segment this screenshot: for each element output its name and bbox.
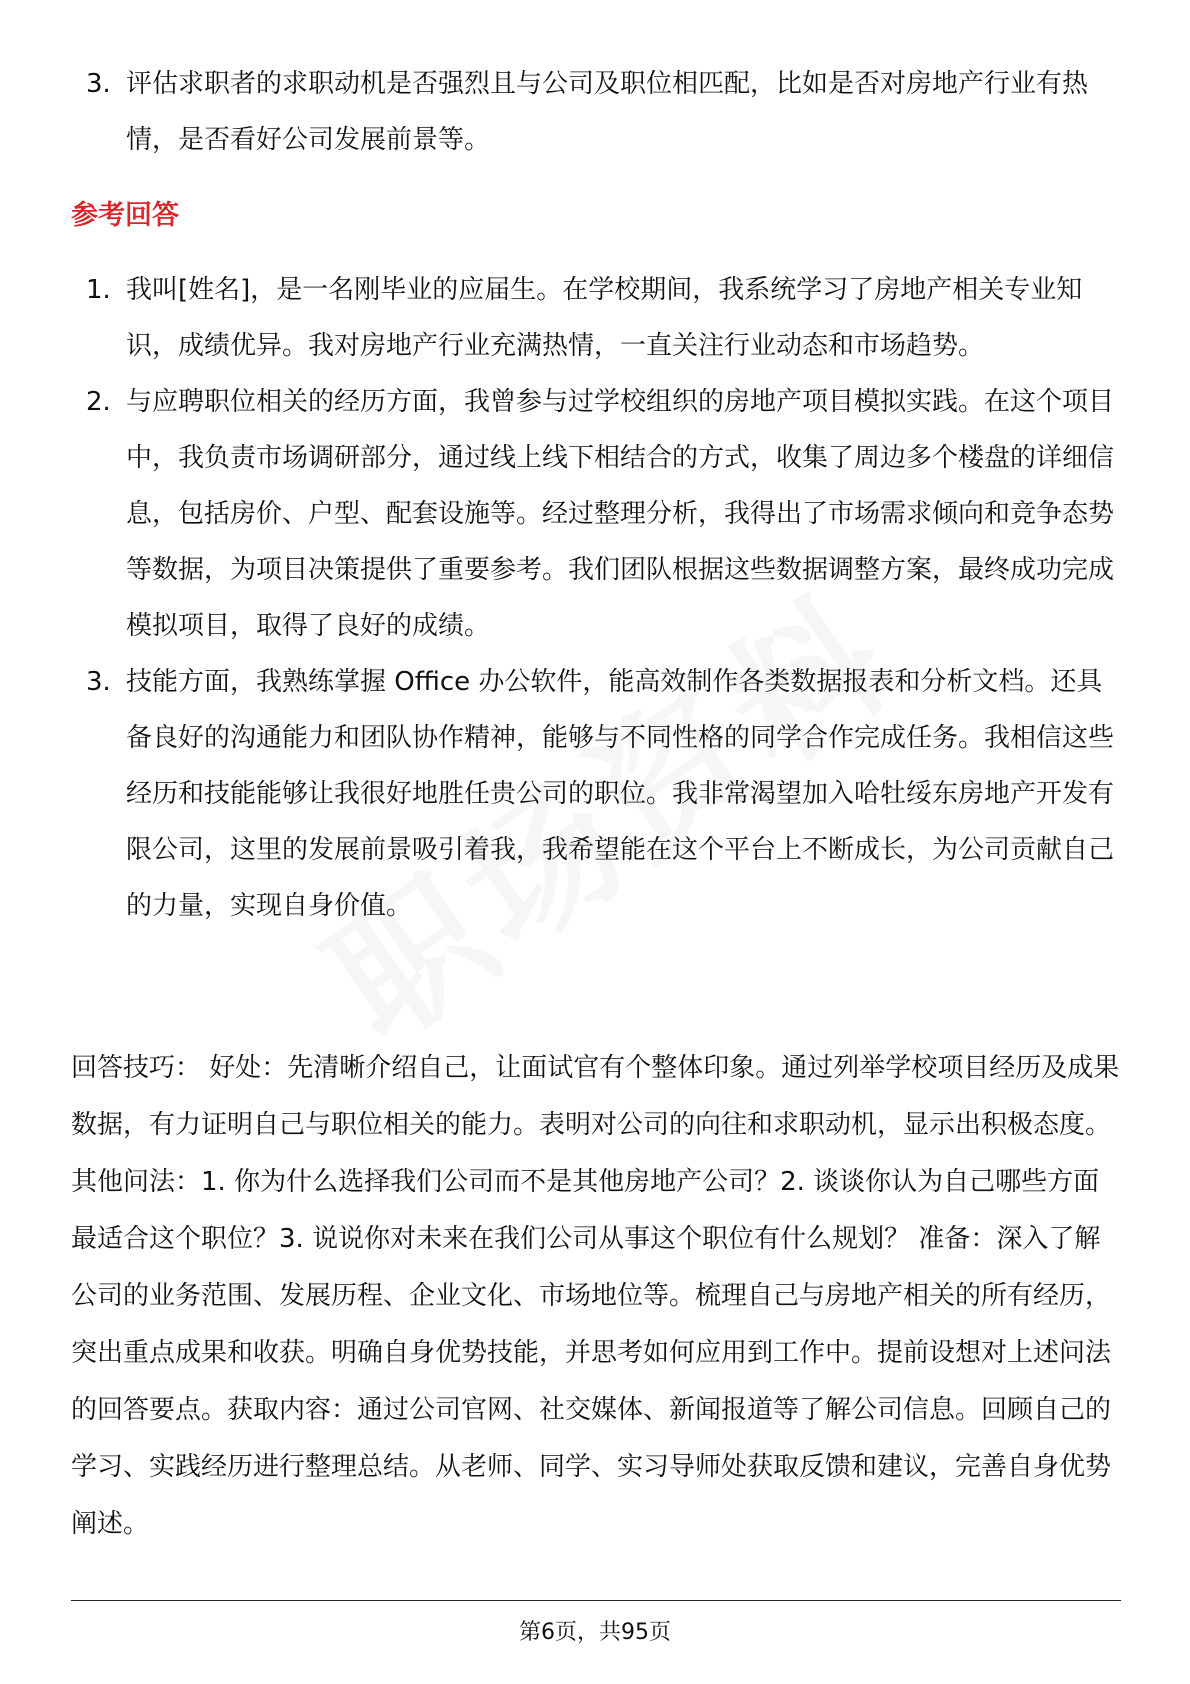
- criteria-list: [86, 56, 1116, 168]
- section-heading: 参考回答: [71, 200, 179, 231]
- footer-divider: [71, 1600, 1121, 1601]
- answer-tips-paragraph: 回答技巧： 好处：先清晰介绍自己，让面试官有个整体印象。通过列举学校项目经历及成果数据，有力证明自己与职位相关的能力。表明对公司的向往和求职动机，显示出积极态度。 其他问法：1. 你为什么选择我们公司而不是其他房地产公司？2. 谈谈你认为自己哪些方面最适合这个职位？3. 说说你对未来在我们公司从事这个职位有什么规划？ 准备：深入了解公司的业务范围、发展历程、企业文化、市场地位等。梳理自己与房地产相关的所有经历，突出重点成果和收获。明确自身优势技能，并思考如何应用到工作中。提前设想对上述问法的回答要点。获取内容：通过公司官网、社交媒体、新闻报道等了解公司信息。回顾自己的学习、实践经历进行整理总结。从老师、同学、实习导师处获取反馈和建议，完善自身优势阐述。: [71, 1053, 1120, 1539]
- list-item-number: 1.: [86, 275, 111, 305]
- list-item-number: 2.: [86, 387, 111, 417]
- answer-list: [86, 262, 1116, 934]
- list-item-number: 3.: [86, 667, 111, 697]
- list-item-text: 我叫[姓名]，是一名刚毕业的应届生。在学校期间，我系统学习了房地产相关专业知识，成绩优异。我对房地产行业充满热情，一直关注行业动态和市场趋势。: [126, 275, 1083, 361]
- page-number: 第6页，共95页: [519, 1620, 671, 1645]
- list-item: [86, 56, 1116, 168]
- list-item-text: 评估求职者的求职动机是否强烈且与公司及职位相匹配，比如是否对房地产行业有热情，是否看好公司发展前景等。: [126, 69, 1089, 155]
- list-item-text: 与应聘职位相关的经历方面，我曾参与过学校组织的房地产项目模拟实践。在这个项目中，我负责市场调研部分，通过线上线下相结合的方式，收集了周边多个楼盘的详细信息，包括房价、户型、配套设施等。经过整理分析，我得出了市场需求倾向和竞争态势等数据，为项目决策提供了重要参考。我们团队根据这些数据调整方案，最终成功完成模拟项目，取得了良好的成绩。: [126, 387, 1115, 641]
- list-item: [86, 374, 1116, 654]
- list-item-text: 技能方面，我熟练掌握 Office 办公软件，能高效制作各类数据报表和分析文档。还具备良好的沟通能力和团队协作精神，能够与不同性格的同学合作完成任务。我相信这些经历和技能能够让我很好地胜任贵公司的职位。我非常渴望加入哈牡绥东房地产开发有限公司，这里的发展前景吸引着我，我希望能在这个平台上不断成长，为公司贡献自己的力量，实现自身价值。: [126, 667, 1115, 921]
- list-item: [86, 654, 1116, 934]
- list-item-number: 3.: [86, 69, 111, 99]
- list-item: [86, 262, 1116, 374]
